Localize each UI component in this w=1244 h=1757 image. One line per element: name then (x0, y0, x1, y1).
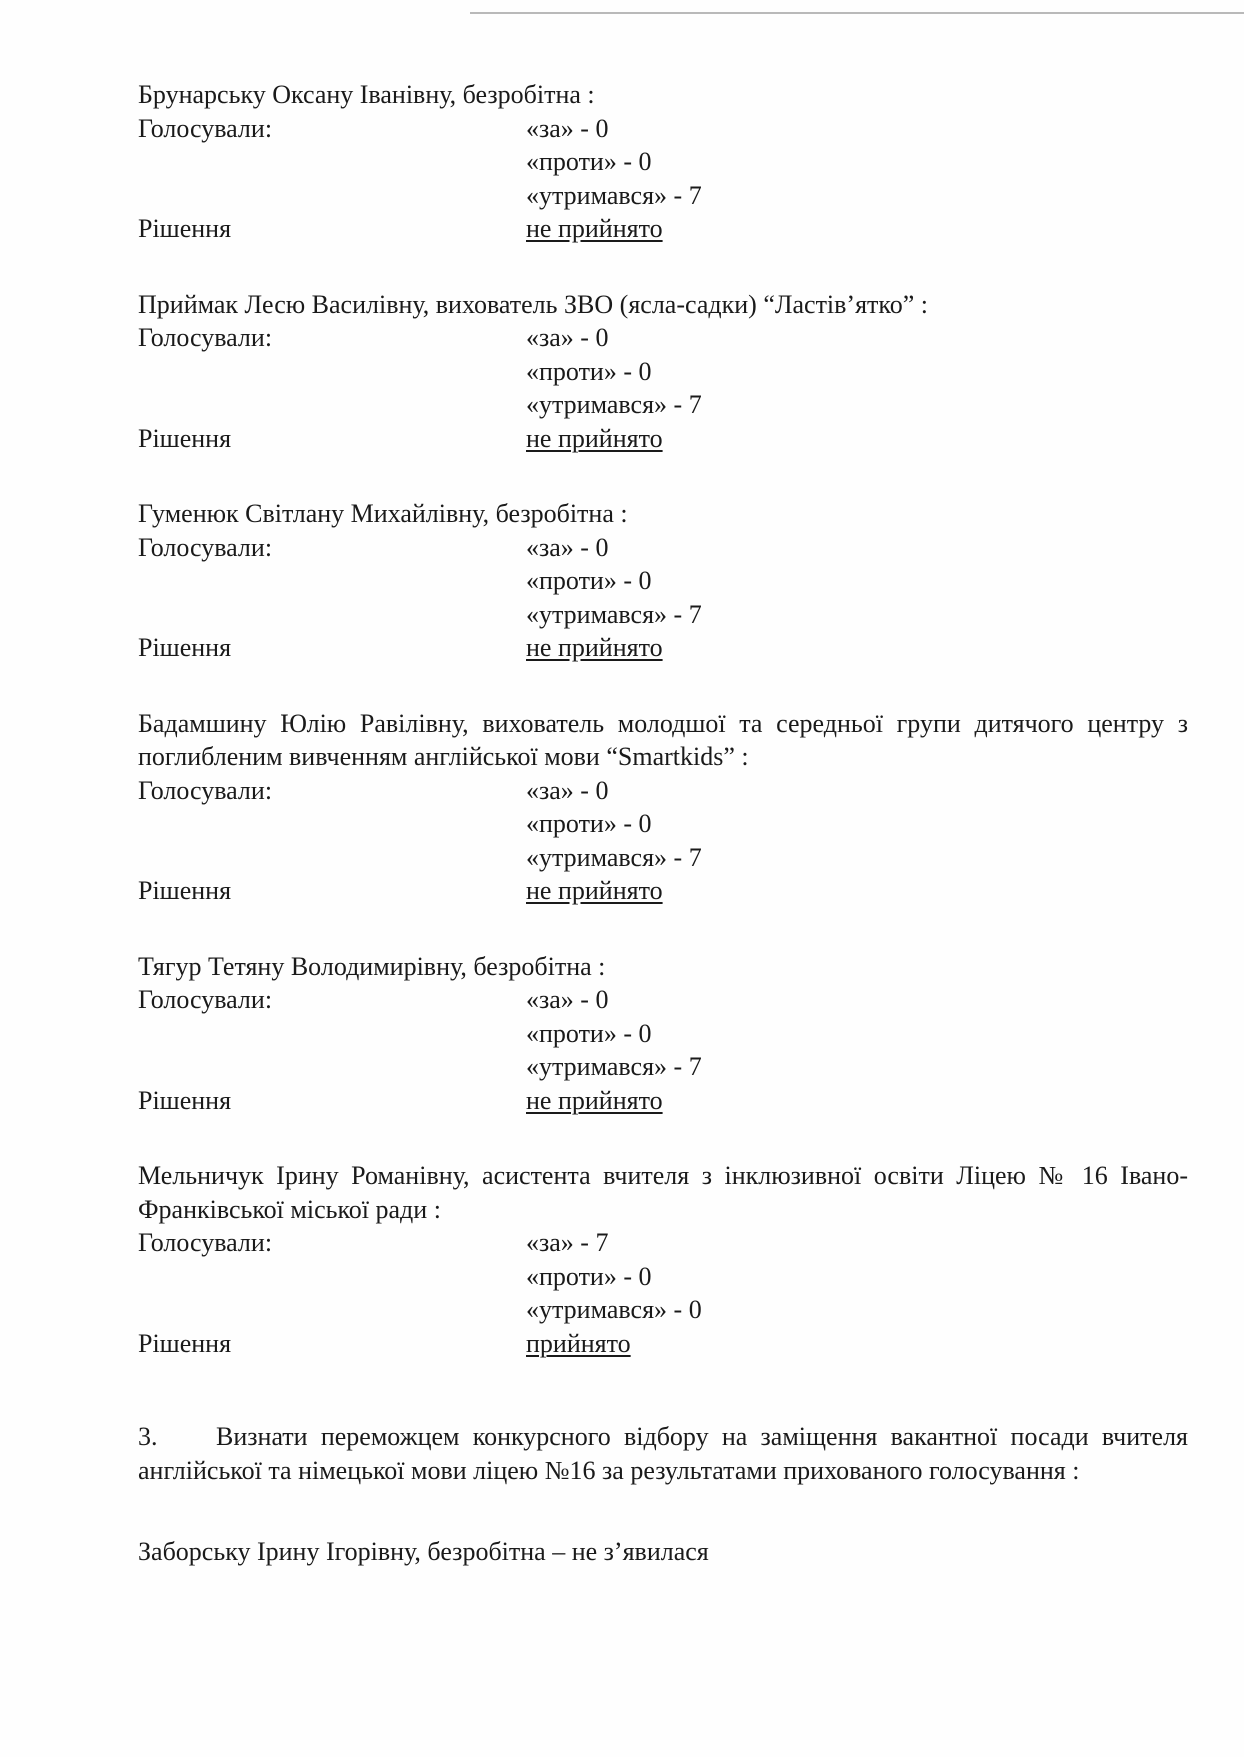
vote-row (138, 531, 1188, 565)
vote-row (138, 1260, 1188, 1294)
decision-row (138, 212, 1188, 246)
candidate-block (138, 288, 1188, 456)
decision-row (138, 631, 1188, 665)
voted-label: Голосували: (138, 1228, 273, 1257)
votes-for: «за» - 0 (526, 113, 609, 143)
empty-label (138, 388, 526, 422)
decision-value: не прийнято (526, 633, 663, 662)
candidate-block (138, 78, 1188, 246)
decision-value: не прийнято (526, 876, 663, 905)
votes-against: «проти» - 0 (526, 147, 652, 176)
votes-against: «проти» - 0 (526, 1018, 652, 1048)
votes-for: «за» - 7 (526, 1228, 609, 1257)
decision-label: Рішення (138, 423, 232, 453)
vote-row (138, 179, 1188, 213)
decision-label: Рішення (138, 876, 232, 905)
decision-value: прийнято (526, 1328, 631, 1358)
vote-row (138, 983, 1188, 1017)
votes-against: «проти» - 0 (526, 809, 652, 838)
vote-row (138, 1226, 1188, 1260)
candidate-name: Бадамшину Юлію Равілівну, вихователь молодшої та середньої групи дитячого центру з поглибленим вивченням англійської мови “Smartkids” : (138, 708, 1188, 771)
decision-row (138, 874, 1188, 908)
decision-value: не прийнято (526, 214, 663, 243)
votes-abstain: «утримався» - 7 (526, 842, 702, 872)
votes-against: «проти» - 0 (526, 1261, 652, 1291)
candidate-name: Мельничук Ірину Романівну, асистента вчителя з інклюзивної освіти Ліцею № 16 Івано-Франківської міської ради : (138, 1161, 1188, 1224)
empty-label (138, 145, 526, 179)
empty-label (138, 1017, 526, 1051)
candidate-block (138, 1159, 1188, 1360)
decision-label: Рішення (138, 1328, 232, 1358)
vote-row (138, 774, 1188, 808)
candidate-name: Приймак Лесю Василівну, вихователь ЗВО (ясла-садки) “Ластів’ятко” : (138, 289, 928, 319)
votes-for: «за» - 0 (526, 775, 609, 805)
candidate-name: Брунарську Оксану Іванівну, безробітна : (138, 80, 595, 109)
vote-row (138, 1293, 1188, 1327)
vote-row (138, 564, 1188, 598)
empty-label (138, 841, 526, 875)
empty-label (138, 1050, 526, 1084)
winner-line: Заборську Ірину Ігорівну, безробітна – не з’явилася (138, 1537, 709, 1566)
votes-abstain: «утримався» - 0 (526, 1295, 702, 1324)
vote-row (138, 807, 1188, 841)
vote-row (138, 1050, 1188, 1084)
empty-label (138, 179, 526, 213)
candidate-name: Тягур Тетяну Володимирівну, безробітна : (138, 951, 606, 981)
section-3 (138, 1420, 1188, 1487)
decision-label: Рішення (138, 1085, 232, 1115)
votes-abstain: «утримався» - 7 (526, 390, 702, 419)
vote-row (138, 598, 1188, 632)
candidate-block (138, 497, 1188, 665)
voted-label: Голосували: (138, 775, 273, 805)
decision-label: Рішення (138, 214, 232, 243)
voted-label: Голосували: (138, 985, 273, 1014)
empty-label (138, 564, 526, 598)
decision-row (138, 422, 1188, 456)
votes-abstain: «утримався» - 7 (526, 180, 702, 210)
vote-row (138, 321, 1188, 355)
votes-abstain: «утримався» - 7 (526, 1052, 702, 1081)
section-text: Визнати переможцем конкурсного відбору на заміщення вакантної посади вчителя англійської та німецької мови ліцею №16 за результатами прихованого голосування : (138, 1422, 1188, 1485)
decision-value: не прийнято (526, 1085, 663, 1115)
vote-row (138, 1017, 1188, 1051)
decision-value: не прийнято (526, 423, 663, 453)
decision-label: Рішення (138, 633, 232, 662)
vote-row (138, 388, 1188, 422)
vote-row (138, 112, 1188, 146)
vote-row (138, 355, 1188, 389)
empty-label (138, 1293, 526, 1327)
vote-row (138, 841, 1188, 875)
decision-row (138, 1084, 1188, 1118)
empty-label (138, 1260, 526, 1294)
voted-label: Голосували: (138, 532, 273, 562)
decision-row (138, 1327, 1188, 1361)
candidate-name: Гуменюк Світлану Михайлівну, безробітна : (138, 499, 628, 528)
candidate-block (138, 950, 1188, 1118)
top-rule (470, 12, 1244, 14)
voted-label: Голосували: (138, 323, 273, 352)
votes-against: «проти» - 0 (526, 356, 652, 386)
candidate-block (138, 707, 1188, 908)
vote-row (138, 145, 1188, 179)
votes-for: «за» - 0 (526, 985, 609, 1014)
empty-label (138, 355, 526, 389)
empty-label (138, 598, 526, 632)
empty-label (138, 807, 526, 841)
votes-for: «за» - 0 (526, 532, 609, 562)
votes-against: «проти» - 0 (526, 566, 652, 595)
voted-label: Голосували: (138, 113, 273, 143)
document-body (138, 78, 1188, 1569)
votes-for: «за» - 0 (526, 323, 609, 352)
votes-abstain: «утримався» - 7 (526, 599, 702, 629)
section-number: 3. (138, 1422, 158, 1451)
